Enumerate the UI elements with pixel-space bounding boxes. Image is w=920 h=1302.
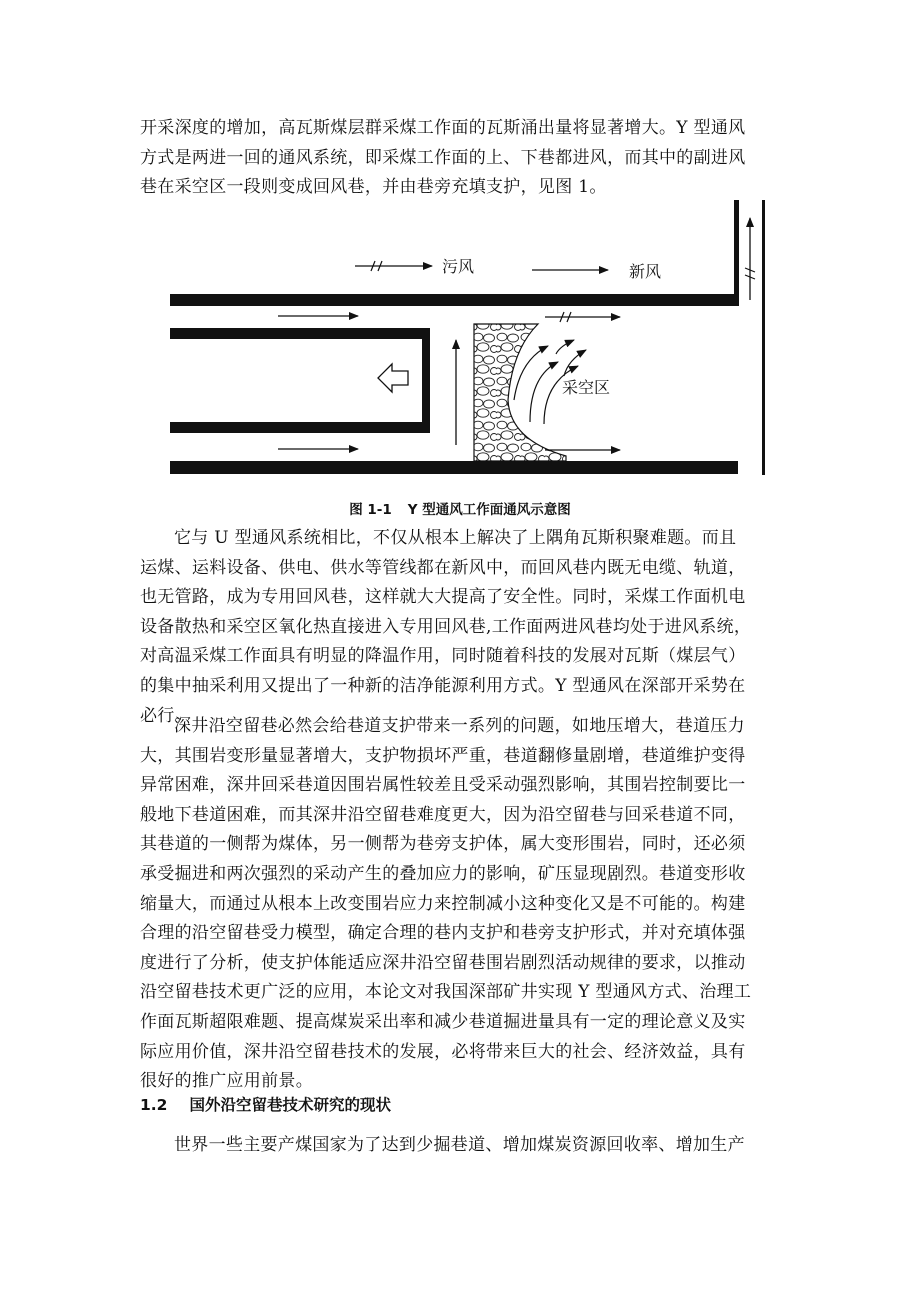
upper-roadway-wall <box>170 294 738 306</box>
text-line: 合理的沿空留巷受力模型，确定合理的巷内支护和巷旁支护形式，并对充填体强 <box>140 923 746 944</box>
goaf-airflow-arrow <box>556 340 574 354</box>
face-right-wall <box>422 328 430 422</box>
text-line: 异常困难，深井回采巷道因围岩属性较差且受采动强烈影响，其围岩控制要比一 <box>140 775 746 796</box>
text-line: 大，其围岩变形量显著增大，支护物损坏严重，巷道翻修量剧增，巷道维护变得 <box>140 745 746 766</box>
goaf-airflow-arrow <box>530 362 558 422</box>
text-line: 巷在采空区一段则变成回风巷，并由巷旁充填支护，见图 1。 <box>140 177 607 198</box>
paragraph-comparison <box>140 524 780 731</box>
text-line: 般地下巷道困难，而其深井沿空留巷难度更大，因为沿空留巷与回采巷道不同， <box>140 804 746 825</box>
text-line: 其巷道的一侧帮为煤体，另一侧帮为巷旁支护体，属大变形围岩，同时，还必须 <box>140 834 746 855</box>
text-line: 很好的推广应用前景。 <box>140 1071 313 1092</box>
text-line: 设备散热和采空区氧化热直接进入专用回风巷,工作面两进风巷均处于进风系统， <box>140 616 752 637</box>
text-line: 的集中抽采利用又提出了一种新的洁净能源利用方式。Y 型通风在深部开采势在 <box>140 675 746 696</box>
paragraph-foreign-status <box>140 1131 780 1161</box>
text-line: 沿空留巷技术更广泛的应用，本论文对我国深部矿井实现 Y 型通风方式、治理工 <box>140 982 752 1003</box>
paragraph-deep-mine <box>140 712 780 1097</box>
roadside-backfill <box>474 324 566 461</box>
text-line: 它与 U 型通风系统相比，不仅从根本上解决了上隅角瓦斯积聚难题。而且 <box>174 528 737 548</box>
lower-roadway-wall <box>170 461 738 474</box>
face-top-wall <box>170 328 428 339</box>
fresh-air-label: 新风 <box>629 262 662 281</box>
section-number: 1.2 <box>140 1096 168 1114</box>
paragraph-intro <box>140 114 780 203</box>
text-line: 度进行了分析，使支护体能适应深井沿空留巷围岩剧烈活动规律的要求，以推动 <box>140 952 746 973</box>
foul-air-label: 污风 <box>442 257 475 276</box>
text-line: 承受掘进和两次强烈的采动产生的叠加应力的影响，矿压显现剧烈。巷道变形收 <box>140 863 746 884</box>
text-line: 开采深度的增加，高瓦斯煤层群采煤工作面的瓦斯涌出量将显著增大。Y 型通风 <box>140 118 746 138</box>
face-bottom-wall <box>170 422 430 433</box>
y-ventilation-diagram <box>160 200 780 490</box>
text-line: 运煤、运料设备、供电、供水等管线都在新风中，而回风巷内既无电缆、轨道， <box>140 557 746 578</box>
section-title: 国外沿空留巷技术研究的现状 <box>189 1096 391 1114</box>
text-line: 世界一些主要产煤国家为了达到少掘巷道、增加煤炭资源回收率、增加生产 <box>174 1135 745 1155</box>
figure-caption <box>0 498 920 518</box>
advance-direction-arrow <box>378 364 408 392</box>
figure-number: 图 1-1 <box>349 502 392 518</box>
text-line: 际应用价值，深井沿空留巷技术的发展，必将带来巨大的社会、经济效益，具有 <box>140 1041 746 1062</box>
goaf-airflow-arrow <box>514 346 548 400</box>
section-heading <box>140 1093 391 1115</box>
text-line: 深井沿空留巷必然会给巷道支护带来一系列的问题，如地压增大，巷道压力 <box>174 716 745 736</box>
goaf-label: 采空区 <box>562 378 611 397</box>
text-line: 缩量大，而通过从根本上改变围岩应力来控制减小这种变化又是不可能的。构建 <box>140 893 746 914</box>
text-line: 方式是两进一回的通风系统，即采煤工作面的上、下巷都进风，而其中的副进风 <box>140 147 746 168</box>
text-line: 对高温采煤工作面具有明显的降温作用，同时随着科技的发展对瓦斯（煤层气） <box>140 646 746 667</box>
right-shaft-wall <box>734 200 739 306</box>
text-line: 也无管路，成为专用回风巷，这样就大大提高了安全性。同时，采煤工作面机电 <box>140 587 746 608</box>
outer-shaft-line <box>762 200 765 475</box>
figure-caption-text: Y 型通风工作面通风示意图 <box>407 502 571 518</box>
text-line: 必行。 <box>140 705 192 726</box>
text-line: 作面瓦斯超限难题、提高煤炭采出率和减少巷道掘进量具有一定的理论意义及实 <box>140 1011 746 1032</box>
